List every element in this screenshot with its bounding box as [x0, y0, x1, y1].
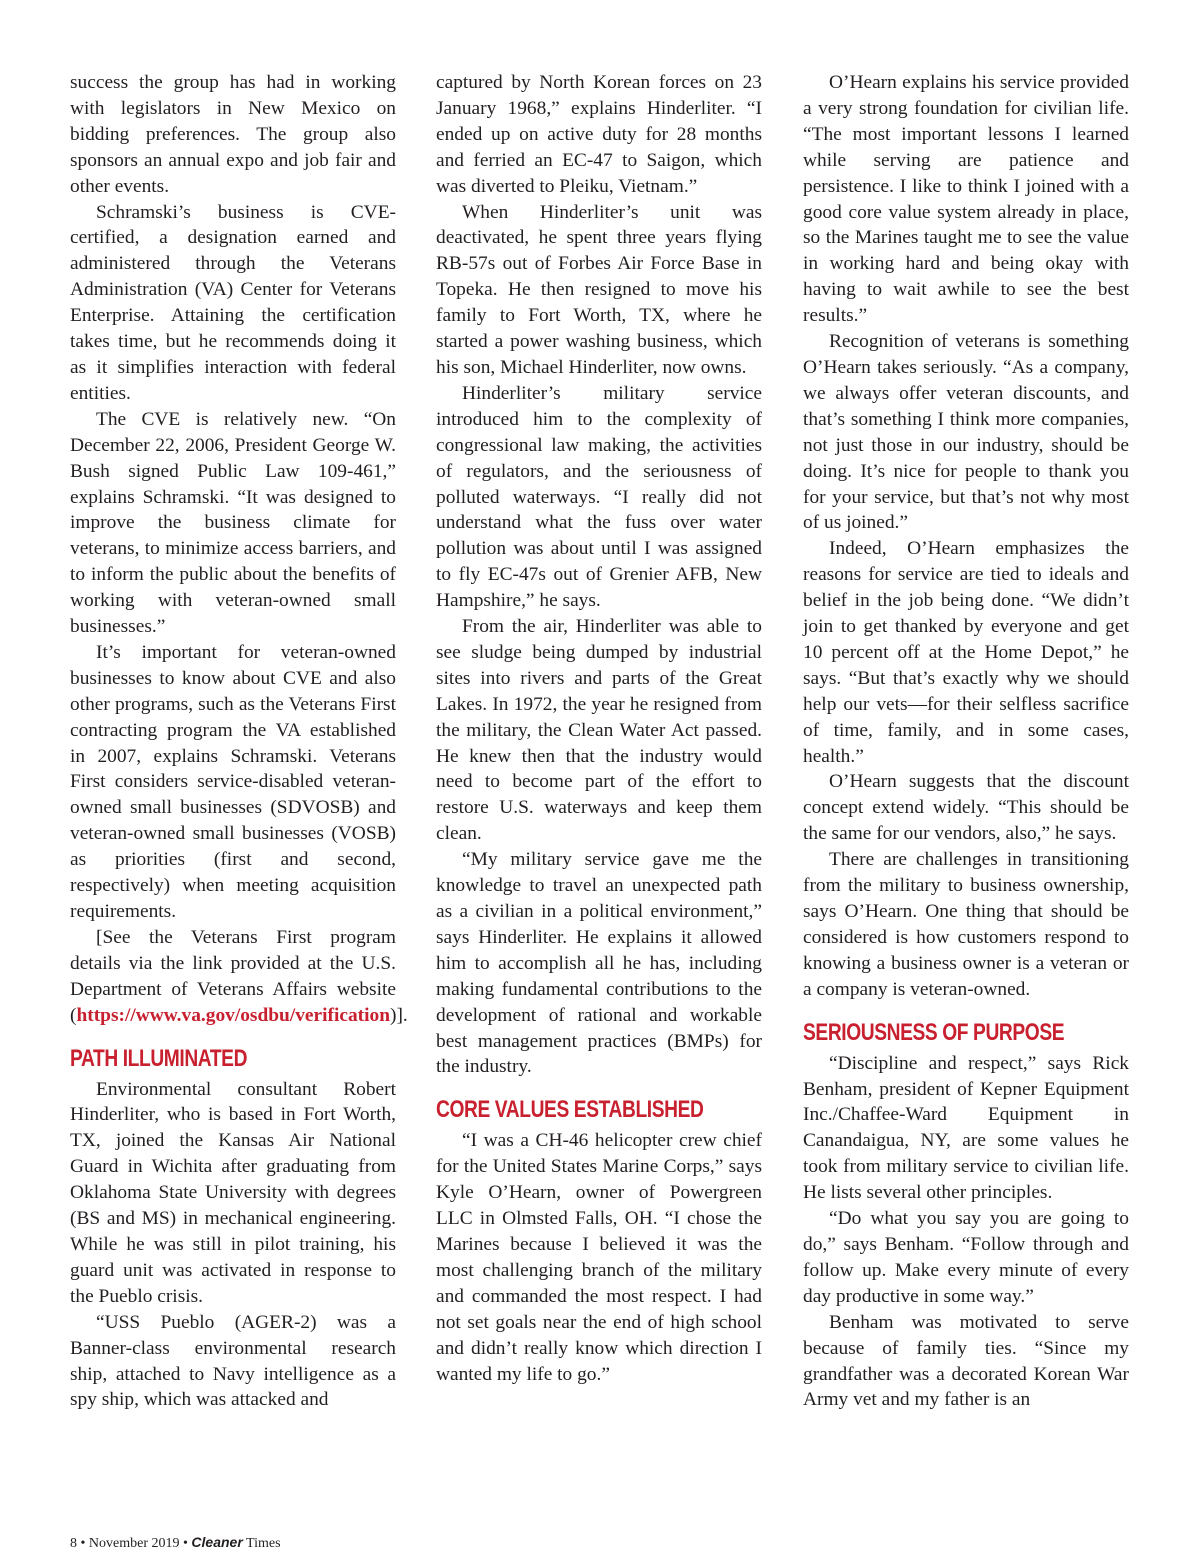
paragraph-text: )].: [389, 1004, 408, 1026]
paragraph-text: [See the Veterans First program details via the link provided at the U.S. Department of Veterans Affairs website (: [70, 926, 396, 1026]
paragraph: O’Hearn suggests that the discount concept extend widely. “This should be the same for our vendors, also,” he says.: [803, 771, 1129, 845]
paragraph: Benham was motivated to serve because of family ties. “Since my grandfather was a decorated Korean War Army vet and my father is an: [803, 1311, 1129, 1411]
paragraph: Indeed, O’Hearn emphasizes the reasons for service are tied to ideals and belief in the job being done. “We didn’t join to get thanked by everyone and get 10 percent off at the Home Depot,” he says. “But that’s exactly why we should help our vets—for their selfless sacrifice of time, family, and in some cases, health.”: [803, 538, 1129, 767]
section-heading-path-illuminated: PATH ILLUMINATED: [70, 1044, 248, 1072]
paragraph: “I was a CH-46 helicopter crew chief for the United States Marine Corps,” says Kyle O’Hearn, owner of Powergreen LLC in Olmsted Falls, OH. “I chose the Marines because I believed it was the most challenging branch of the military and commanded the most respect. I had not set goals near the end of high school and didn’t really know which direction I wanted my life to go.”: [436, 1130, 762, 1385]
paragraph: From the air, Hinderliter was able to see sludge being dumped by industrial sites into rivers and parts of the Great Lakes. In 1972, the year he resigned from the military, the Clean Water Act passed. He knew then that the industry would need to become part of the effort to restore U.S. waterways and keep them clean.: [436, 616, 762, 845]
article-column-2: [436, 70, 762, 1387]
paragraph: “My military service gave me the knowledge to travel an unexpected path as a civilian in a political environment,” says Hinderliter. He explains it allowed him to accomplish all he has, including making fundamental contributions to the development of rational and workable best management practices (BMPs) for the industry.: [436, 849, 762, 1078]
paragraph: Hinderliter’s military service introduced him to the complexity of congressional law making, the activities of regulators, and the seriousness of polluted waterways. “I really did not understand what the fuss over water pollution was about until I was assigned to fly EC-47s out of Grenier AFB, New Hampshire,” he says.: [436, 382, 762, 612]
paragraph: There are challenges in transitioning from the military to business ownership, says O’Hearn. One thing that should be considered is how customers respond to knowing a business owner is a veteran or a company is veteran-owned.: [803, 849, 1129, 1000]
paragraph: When Hinderliter’s unit was deactivated, he spent three years flying RB-57s out of Forbes Air Force Base in Topeka. He then resigned to move his family to Fort Worth, TX, where he started a power washing business, which his son, Michael Hinderliter, now owns.: [436, 201, 762, 378]
paragraph-with-link: [70, 925, 408, 1029]
va-verification-link[interactable]: https://www.va.gov/osdbu/verification: [76, 1004, 390, 1026]
paragraph: “Discipline and respect,” says Rick Benham, president of Kepner Equipment Inc./Chaffee-Ward Equipment in Canandaigua, NY, are some values he took from military service to civilian life. He lists several other principles.: [803, 1052, 1129, 1204]
magazine-name-times: Times: [242, 1536, 281, 1551]
article-column-3: [803, 70, 1129, 1413]
page-footer: [70, 1534, 281, 1552]
paragraph: “USS Pueblo (AGER-2) was a Banner-class environmental research ship, attached to Navy intelligence as a spy ship, which was attacked and: [70, 1311, 396, 1411]
article-column-1: [70, 70, 408, 1413]
paragraph: Schramski’s business is CVE-certified, a designation earned and administered through the Veterans Administration (VA) Center for Veterans Enterprise. Attaining the certification takes time, but he recommends doing it as it simplifies interaction with federal entities.: [70, 201, 396, 404]
paragraph: success the group has had in working with legislators in New Mexico on bidding preferences. The group also sponsors an annual expo and job fair and other events.: [70, 72, 396, 197]
paragraph: O’Hearn explains his service provided a very strong foundation for civilian life. “The most important lessons I learned while serving are patience and persistence. I like to think I joined with a good core value system already in place, so the Marines taught me to see the value in working hard and being okay with having to wait awhile to see the best results.”: [803, 72, 1129, 327]
section-heading-core-values: CORE VALUES ESTABLISHED: [436, 1096, 704, 1124]
section-heading-seriousness-of-purpose: SERIOUSNESS OF PURPOSE: [803, 1018, 1065, 1046]
paragraph: “Do what you say you are going to do,” says Benham. “Follow through and follow up. Make every minute of every day productive in some way.”: [803, 1208, 1129, 1307]
paragraph: It’s important for veteran-owned businesses to know about CVE and also other programs, such as the Veterans First contracting program the VA established in 2007, explains Schramski. Veterans First considers service-disabled veteran-owned small businesses (SDVOSB) and veteran-owned small businesses (VOSB) as priorities (first and second, respectively) when meeting acquisition requirements.: [70, 641, 396, 922]
page-number-date: 8 • November 2019 •: [70, 1536, 192, 1551]
paragraph: captured by North Korean forces on 23 January 1968,” explains Hinderliter. “I ended up on active duty for 28 months and ferried an EC-47 to Saigon, which was diverted to Pleiku, Vietnam.”: [436, 72, 762, 197]
paragraph: Environmental consultant Robert Hinderliter, who is based in Fort Worth, TX, joined the Kansas Air National Guard in Wichita after graduating from Oklahoma State University with degrees (BS and MS) in mechanical engineering. While he was still in pilot training, his guard unit was activated in response to the Pueblo crisis.: [70, 1078, 396, 1307]
paragraph: Recognition of veterans is something O’Hearn takes seriously. “As a company, we always offer veteran discounts, and that’s something I think more companies, not just those in our industry, should be doing. It’s nice for people to thank you for your service, but that’s not why most of us joined.”: [803, 331, 1129, 534]
magazine-name-cleaner: Cleaner: [191, 1534, 243, 1550]
paragraph: The CVE is relatively new. “On December 22, 2006, President George W. Bush signed Public Law 109-461,” explains Schramski. “It was designed to improve the business climate for veterans, to minimize access barriers, and to inform the public about the benefits of working with veteran-owned small businesses.”: [70, 408, 396, 638]
